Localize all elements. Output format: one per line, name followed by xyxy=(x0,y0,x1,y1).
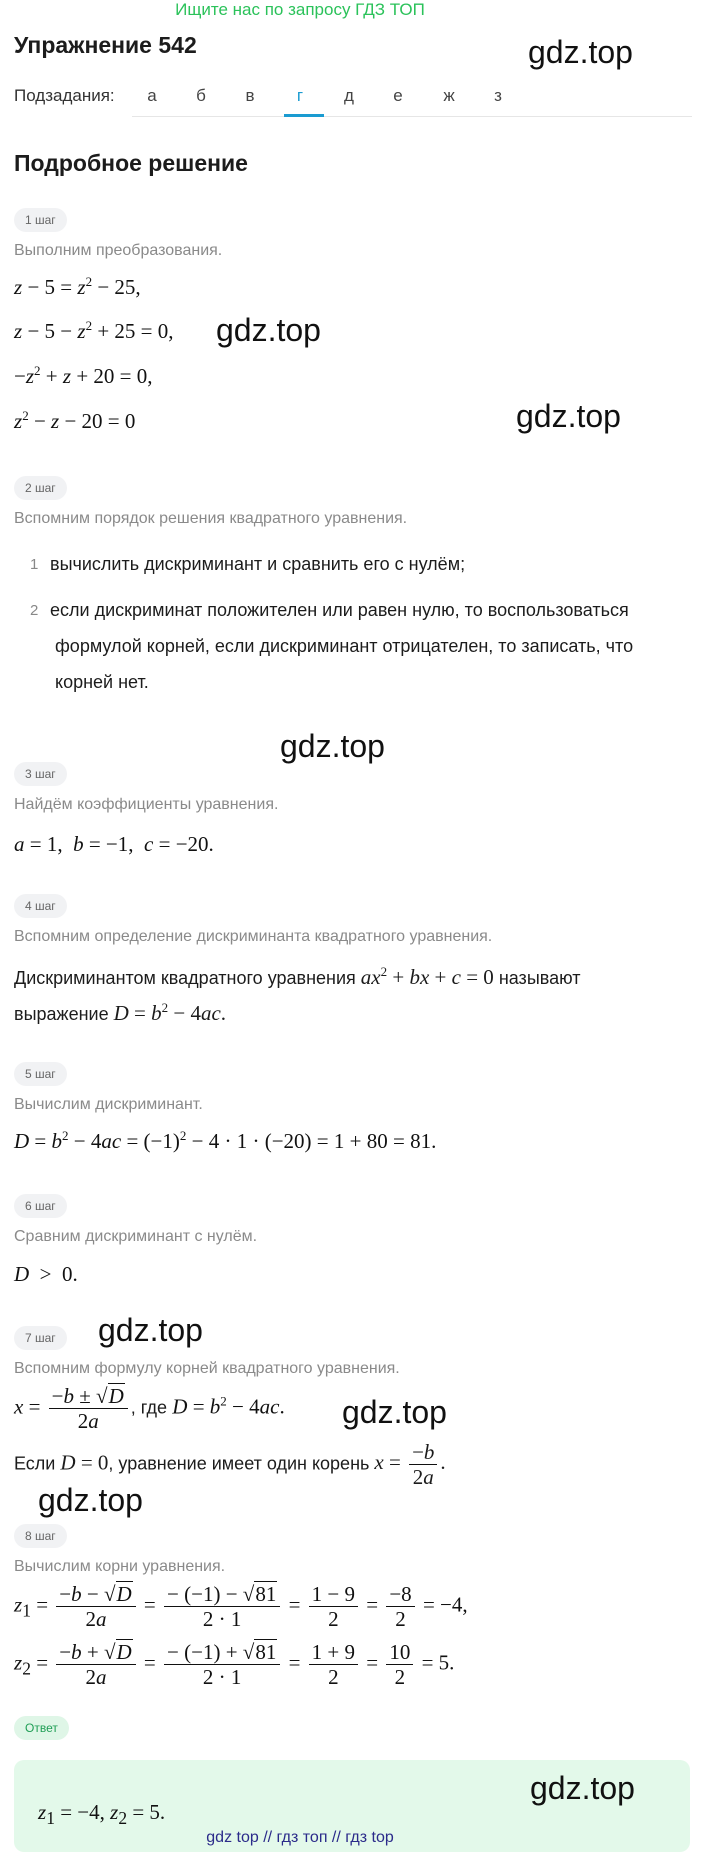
list-item: если дискриминат положителен или равен нулю, то воспользоваться xyxy=(50,600,629,620)
list-item: вычислить дискриминант и сравнить его с нулём; xyxy=(50,554,466,574)
list-item-cont: корней нет. xyxy=(55,672,149,692)
tab-a[interactable]: а xyxy=(147,86,157,105)
list-number: 2 xyxy=(30,602,39,619)
definition-text: Дискриминантом квадратного уравнения xyxy=(14,968,356,988)
step-badge-3: 3 шаг xyxy=(14,762,67,786)
eq-4: $z^2 - z - 20 = 0$ xyxy=(14,408,136,433)
step-1-note: Выполним преобразования. xyxy=(14,242,223,259)
discriminant-calc: $D = b^2 - 4ac = (-1)^2 - 4 \cdot 1 \cdot (-20) = 1 + 80 = 81$. xyxy=(14,1128,437,1153)
eq-2: $z - 5 - z^2 + 25 = 0$, xyxy=(14,318,174,343)
tab-b[interactable]: б xyxy=(196,86,206,105)
watermark: gdz.top xyxy=(38,1482,143,1518)
definition-line-1: Дискриминантом квадратного уравнения $ax^2$ + bx + c = 0 называют xyxy=(14,964,581,989)
solution-heading: Подробное решение xyxy=(14,150,248,176)
tab-zh[interactable]: ж xyxy=(443,86,455,105)
watermark: gdz.top xyxy=(280,728,385,764)
tab-g[interactable]: г xyxy=(296,86,304,105)
footer-links[interactable]: gdz top // гдз топ // гдз top xyxy=(206,1829,394,1846)
eq-1: $z - 5 = z^2 - 25$, xyxy=(14,274,141,299)
root-1: $z_1$ = $\frac{-b - √D}{2a}$ = $\frac{- (-1) - √81}{2 \cdot 1}$ = $\frac{1 - 9}{2}$ = $\frac{-8}{2}$ = −4, xyxy=(14,1582,468,1632)
step-6-note: Сравним дискриминант с нулём. xyxy=(14,1228,258,1245)
definition-text: выражение xyxy=(14,1004,109,1024)
answer-badge: Ответ xyxy=(14,1716,69,1740)
tab-v[interactable]: в xyxy=(245,86,255,105)
watermark: gdz.top xyxy=(528,34,633,70)
discriminant-compare: D > 0. xyxy=(14,1262,78,1286)
root-2: $z_2$ = $\frac{-b + √D}{2a}$ = $\frac{- (-1) + √81}{2 \cdot 1}$ = $\frac{1 + 9}{2}$ = $\frac{10}{2}$ = 5. xyxy=(14,1640,455,1690)
step-5-note: Вычислим дискриминант. xyxy=(14,1096,203,1113)
tab-d[interactable]: д xyxy=(344,86,354,105)
step-2-note: Вспомним порядок решения квадратного уравнения. xyxy=(14,510,408,527)
step-badge-4: 4 шаг xyxy=(14,894,67,918)
promo-banner[interactable]: Ищите нас по запросу ГДЗ ТОП xyxy=(175,0,425,19)
roots-formula: x = $\frac{-b \pm √D}{2a}$ , где $D = b^2 - 4ac$. xyxy=(14,1384,285,1434)
definition-text: называют xyxy=(498,968,581,988)
if-text: , уравнение имеет один корень xyxy=(108,1453,370,1474)
page-title: Упражнение 542 xyxy=(14,32,197,58)
watermark: gdz.top xyxy=(516,398,621,434)
watermark: gdz.top xyxy=(216,312,321,348)
step-badge-5: 5 шаг xyxy=(14,1062,67,1086)
step-3-note: Найдём коэффициенты уравнения. xyxy=(14,796,279,813)
definition-line-2: выражение $D = b^2 - 4ac$. xyxy=(14,1000,227,1025)
list-item-cont: формулой корней, если дискриминант отрицателен, то записать, что xyxy=(55,636,634,656)
watermark: gdz.top xyxy=(342,1394,447,1430)
step-badge-2: 2 шаг xyxy=(14,476,67,500)
step-8-note: Вычислим корни уравнения. xyxy=(14,1558,226,1575)
step-7-note: Вспомним формулу корней квадратного уравнения. xyxy=(14,1360,400,1377)
where-text: , где xyxy=(130,1397,168,1418)
if-text: Если xyxy=(14,1453,56,1474)
step-badge-7: 7 шаг xyxy=(14,1326,67,1350)
step-badge-6: 6 шаг xyxy=(14,1194,67,1218)
eq-3: $-z^2 + z + 20 = 0$, xyxy=(14,363,153,388)
subtasks-tabs xyxy=(132,80,692,117)
tab-e[interactable]: е xyxy=(393,86,403,105)
step-badge-1: 1 шаг xyxy=(14,208,67,232)
tab-z[interactable]: з xyxy=(494,86,502,105)
watermark: gdz.top xyxy=(530,1770,635,1806)
coefficients: a = 1, b = −1, c = −20. xyxy=(14,832,214,856)
list-number: 1 xyxy=(30,556,39,573)
watermark: gdz.top xyxy=(98,1312,203,1348)
step-4-note: Вспомним определение дискриминанта квадратного уравнения. xyxy=(14,928,493,945)
active-tab-indicator xyxy=(284,114,324,117)
subtasks-label: Подзадания: xyxy=(14,86,115,105)
answer-value: $z_1 = -4$, $z_2 = 5$. xyxy=(38,1800,166,1829)
step-badge-8: 8 шаг xyxy=(14,1524,67,1548)
single-root-line: Если D = 0, уравнение имеет один корень x = $\frac{-b}{2a}$ . xyxy=(14,1440,446,1490)
